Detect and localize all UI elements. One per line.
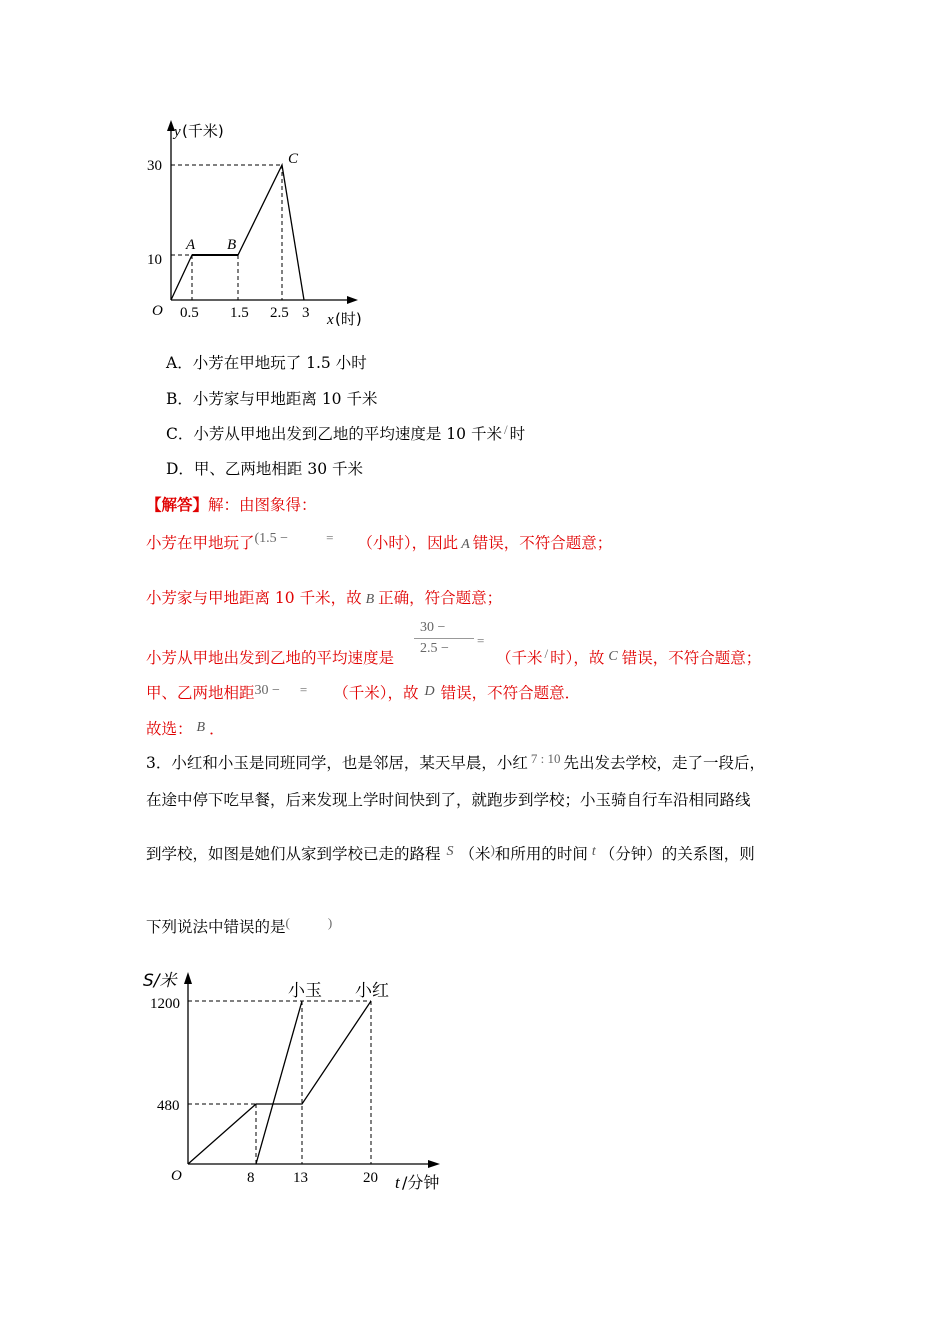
chart1-y-label-var: y [174,124,181,140]
chart2-x-label-var: t [395,1173,400,1192]
answer-line4-math: 30 − [254,683,280,698]
series-label-xiaoyu: 小玉 [288,981,322,1001]
fraction-denominator: 2.5 − [420,641,449,656]
q3-line1-text2: 先出发去学校，走了一段后， [563,754,766,772]
answer-line3-text: 小芳从甲地出发到乙地的平均速度是 [146,649,395,667]
chart2-origin: O [171,1168,182,1184]
chart1-x-tick-3: 3 [302,305,310,321]
answer-line1-eq: = [326,530,334,545]
answer-line3-var: C [608,649,618,664]
distance-time-chart-2 [135,960,455,1200]
q3-line-3 [146,844,755,866]
chart1-y-tick-30: 30 [147,158,162,174]
q3-line3-text3: 和所用的时间 [494,845,588,863]
q3-line4-text: 下列说法中错误的是 [146,918,286,936]
answer-line1-text2: （小时），因此 [357,534,459,552]
option-d: D．甲、乙两地相距 30 千米 [166,460,364,478]
answer-line2-text2: 正确，符合题意； [378,589,503,607]
answer-line3-text2: （千米 [496,649,543,667]
q3-var-t: t [591,844,596,859]
answer-line1-text: 小芳在甲地玩了 [146,534,255,552]
chart2-y-label: S/米 [143,971,177,991]
point-label-c: C [288,151,299,167]
answer-line5-text2: ． [209,720,225,738]
answer-line-2 [146,588,502,610]
distance-time-chart-1 [140,112,380,337]
q3-line1-text: 3．小红和小玉是同班同学，也是邻居，某天早晨，小红 [146,754,528,772]
q3-line-2: 在途中停下吃早餐，后来发现上学时间快到了，就跑步到学校；小玉骑自行车沿相同路线 [146,791,751,809]
chart1-x-tick-0.5: 0.5 [180,305,199,321]
answer-heading: 【解答】 [146,495,209,514]
answer-line5-text: 故选： [146,720,193,738]
answer-line3-slash: / [544,646,549,661]
answer-intro: 解：由图象得： [208,496,317,514]
chart2-y-tick-480: 480 [157,1098,180,1114]
answer-line-1 [146,530,613,555]
chart2-x-tick-13: 13 [293,1170,308,1186]
q3-var-s: S [446,844,454,859]
answer-line3-text3: 时），故 [550,649,605,667]
answer-line4-text3: 错误，不符合题意． [440,684,581,702]
answer-line3-text4: 错误，不符合题意； [621,649,762,667]
series-label-xiaohong: 小红 [355,981,389,1001]
answer-line2-text: 小芳家与甲地距离 10 千米，故 [146,589,362,607]
chart2-x-label-unit: /分钟 [402,1173,440,1192]
answer-line1-math: (1.5 − [254,531,289,546]
option-a: A．小芳在甲地玩了 1.5 小时 [166,354,367,372]
answer-line4-var: D [424,684,435,699]
option-c [166,424,525,445]
q3-line-4 [146,917,332,938]
chart1-x-tick-2.5: 2.5 [270,305,289,321]
q3-line3-text4: （分钟）的关系图，则 [599,845,755,863]
answer-line-5 [146,719,225,741]
answer-line5-var: B [196,720,206,735]
fraction-bar [414,638,474,639]
point-label-a: A [186,237,196,253]
answer-line1-var: A [461,537,470,552]
answer-line2-var: B [365,592,375,607]
point-label-b: B [227,237,237,253]
chart1-y-tick-10: 10 [147,252,162,268]
chart1-x-label-var: x [327,312,334,328]
answer-line4-eq: = [299,682,308,697]
q3-close-paren: ) [327,915,333,930]
q3-line3-text: 到学校，如图是她们从家到学校已走的路程 [146,845,441,863]
answer-heading-line [146,495,317,515]
chart1-y-label-unit: (千米) [182,122,224,140]
chart2-x-tick-20: 20 [363,1170,378,1186]
chart1-origin: O [152,303,163,319]
answer-line-4 [146,683,580,705]
q3-line3-text2: （米 [459,845,491,863]
answer-line4-text2: （千米），故 [333,684,419,702]
answer-line3-eq: = [477,633,485,648]
chart1-x-label-unit: (时) [335,310,362,328]
q3-line-1 [146,753,765,774]
chart2-y-tick-1200: 1200 [150,996,180,1012]
fraction-numerator: 30 − [420,620,446,635]
option-c-tail: 时 [509,425,526,443]
option-c-text: C．小芳从甲地出发到乙地的平均速度是 10 千米 [166,425,502,443]
chart1-x-tick-1.5: 1.5 [230,305,249,321]
chart2-x-tick-8: 8 [247,1170,255,1186]
answer-line-3 [146,648,761,670]
option-c-slash: / [503,422,508,437]
option-b: B．小芳家与甲地距离 10 千米 [166,390,378,408]
q3-open-paren: ( [285,915,290,930]
q3-time: 7 : 10 [530,751,561,766]
answer-line4-text: 甲、乙两地相距 [146,684,255,702]
answer-line1-text3: 错误，不符合题意； [472,534,613,552]
q3-paren: ) [490,842,495,857]
series-xiaoyu [256,1001,302,1164]
